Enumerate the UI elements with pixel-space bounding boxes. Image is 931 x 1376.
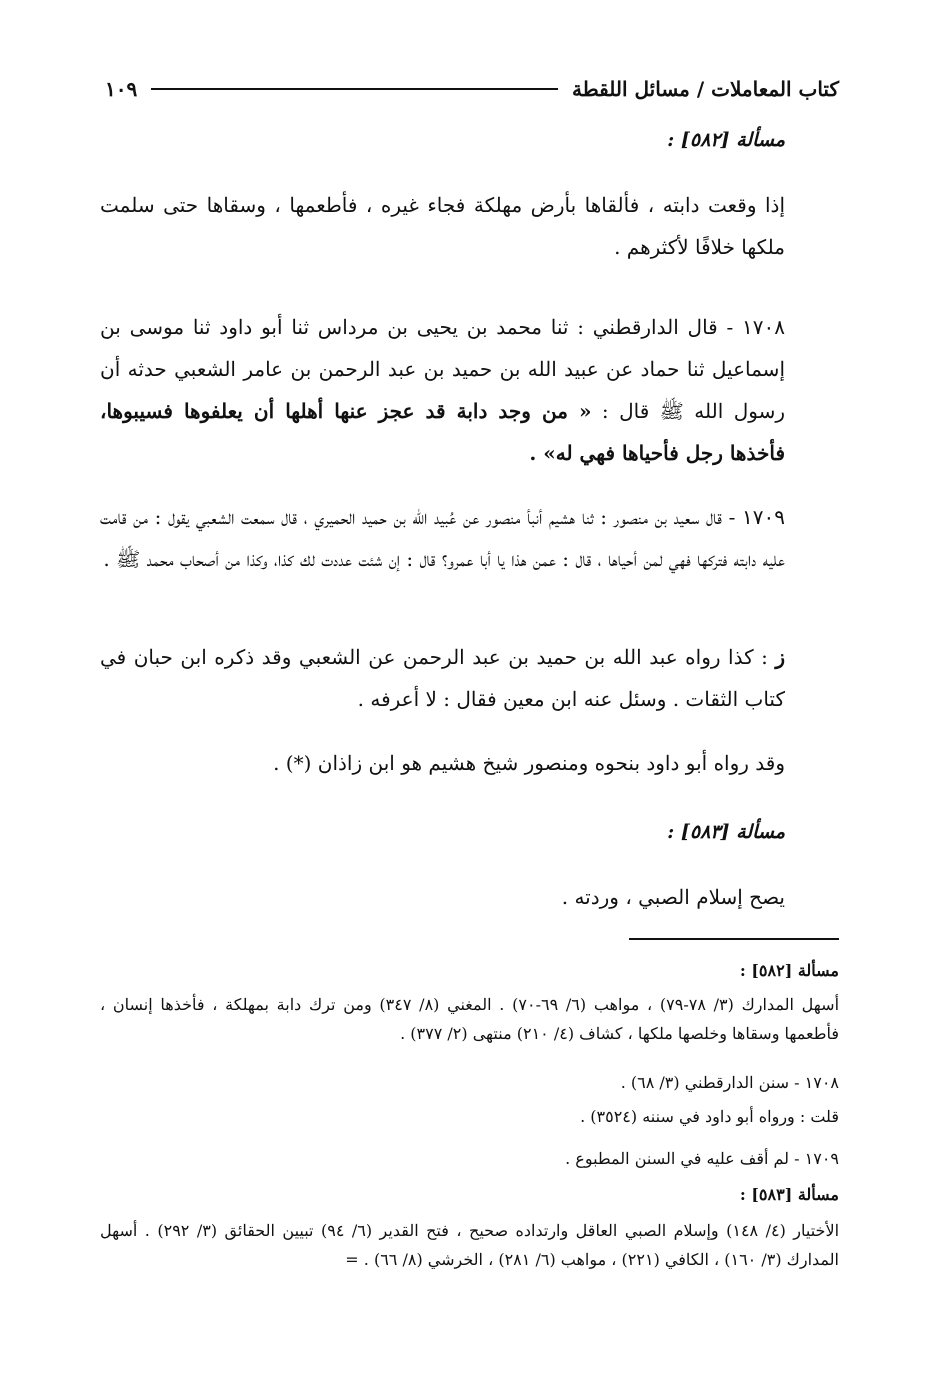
masala-582-heading-block bbox=[100, 118, 839, 161]
note-z-marker: ز bbox=[775, 645, 786, 669]
masala-583-text: يصح إسلام الصبي ، وردته . bbox=[561, 885, 785, 909]
header-rule bbox=[151, 88, 558, 90]
masala-582-text: إذا وقعت دابته ، فألقاها بأرض مهلكة فجاء غيره ، فأطعمها ، وسقاها حتى سلمت ملكها خلافًا لأكثرهم . bbox=[100, 193, 785, 259]
header-title: كتاب المعاملات / مسائل اللقطة bbox=[572, 77, 839, 101]
masala-582-heading: مسألة [٥٨٢] : bbox=[667, 129, 785, 151]
hadith-1709-text: ١٧٠٩ - قال سعيد بن منصور : ثنا هشيم أنبأ منصور عن عُبيد الله بن حميد الحميري ، قال سمعت الشعبي يقول : من قامت عليه دابته فتركها فهي لمن أحياها ، قال : عمن هذا يا أبا عمرو؟ قال : إن شئت عددت لك كذا، وكذا من أصحاب محمد ﷺ . bbox=[100, 505, 785, 571]
masala-583-heading-block bbox=[100, 810, 839, 853]
hadith-1708-paragraph bbox=[100, 306, 839, 474]
note-z-paragraph bbox=[100, 636, 839, 720]
note-z-block bbox=[100, 636, 839, 720]
footnote-masala-583-heading: مسألة [٥٨٣] : bbox=[739, 1185, 839, 1204]
footnote-separator bbox=[629, 938, 839, 940]
masala-582-text-block bbox=[100, 184, 839, 268]
masala-583-text-block bbox=[100, 876, 839, 918]
footnote-masala-583-sources: الأختيار (٤/ ١٤٨) وإسلام الصبي العاقل وارتداده صحيح ، فتح القدير (٦/ ٩٤) تبيين الحقائق (٣/ ٢٩٢) . أسهل المدارك (٣/ ١٦٠) ، الكافي (٢٢١) ، مواهب (٦/ ٢٨١) ، الخرشي (٨/ ٦٦) . = bbox=[100, 1221, 840, 1269]
note-abudawud-text: وقد رواه أبو داود بنحوه ومنصور شيخ هشيم هو ابن زاذان (*) . bbox=[273, 751, 785, 775]
hadith-1709-block bbox=[100, 496, 839, 580]
footnote-masala-582-sources: أسهل المدارك (٣/ ٧٨-٧٩) ، مواهب (٦/ ٦٩-٧٠) . المغني (٨/ ٣٤٧) ومن ترك دابة بمهلكة ، فأخذها إنسان ، فأطعمها وسقاها وخلصها ملكها ، كشاف (٤/ ٢١٠) منتهى (٢/ ٣٧٧) . bbox=[100, 995, 840, 1043]
footnote-masala-582-heading: مسألة [٥٨٢] : bbox=[739, 961, 839, 980]
note-z-text: : كذا رواه عبد الله بن حميد بن عبد الرحمن عن الشعبي وقد ذكره ابن حبان في كتاب الثقات . وسئل عنه ابن معين فقال : لا أعرفه . bbox=[100, 645, 785, 711]
hadith-1708-intro: ١٧٠٨ - قال الدارقطني : ثنا محمد بن يحيى بن مرداس ثنا أبو داود ثنا موسى بن إسماعيل ثنا حماد عن عبيد الله بن حميد بن عبد الرحمن بن عامر الشعبي حدثه أن رسول الله ﷺ قال : bbox=[100, 315, 785, 423]
hadith-1708-block bbox=[100, 306, 839, 474]
footnote-qultu: قلت : ورواه أبو داود في سننه (٣٥٢٤) . bbox=[580, 1107, 839, 1126]
footnote-1708: ١٧٠٨ - سنن الدارقطني (٣/ ٦٨) . bbox=[620, 1073, 839, 1092]
running-header bbox=[105, 72, 839, 106]
page-number: ١٠٩ bbox=[105, 77, 138, 101]
hadith-1708-quote: « من وجد دابة قد عجز عنها أهلها أن يعلفوها فسيبوها، فأخذها رجل فأحياها فهي له» . bbox=[100, 399, 785, 465]
note-abudawud-block bbox=[100, 742, 839, 784]
masala-583-heading: مسألة [٥٨٣] : bbox=[667, 821, 785, 843]
footnote-1709: ١٧٠٩ - لم أقف عليه في السنن المطبوع . bbox=[565, 1149, 839, 1168]
